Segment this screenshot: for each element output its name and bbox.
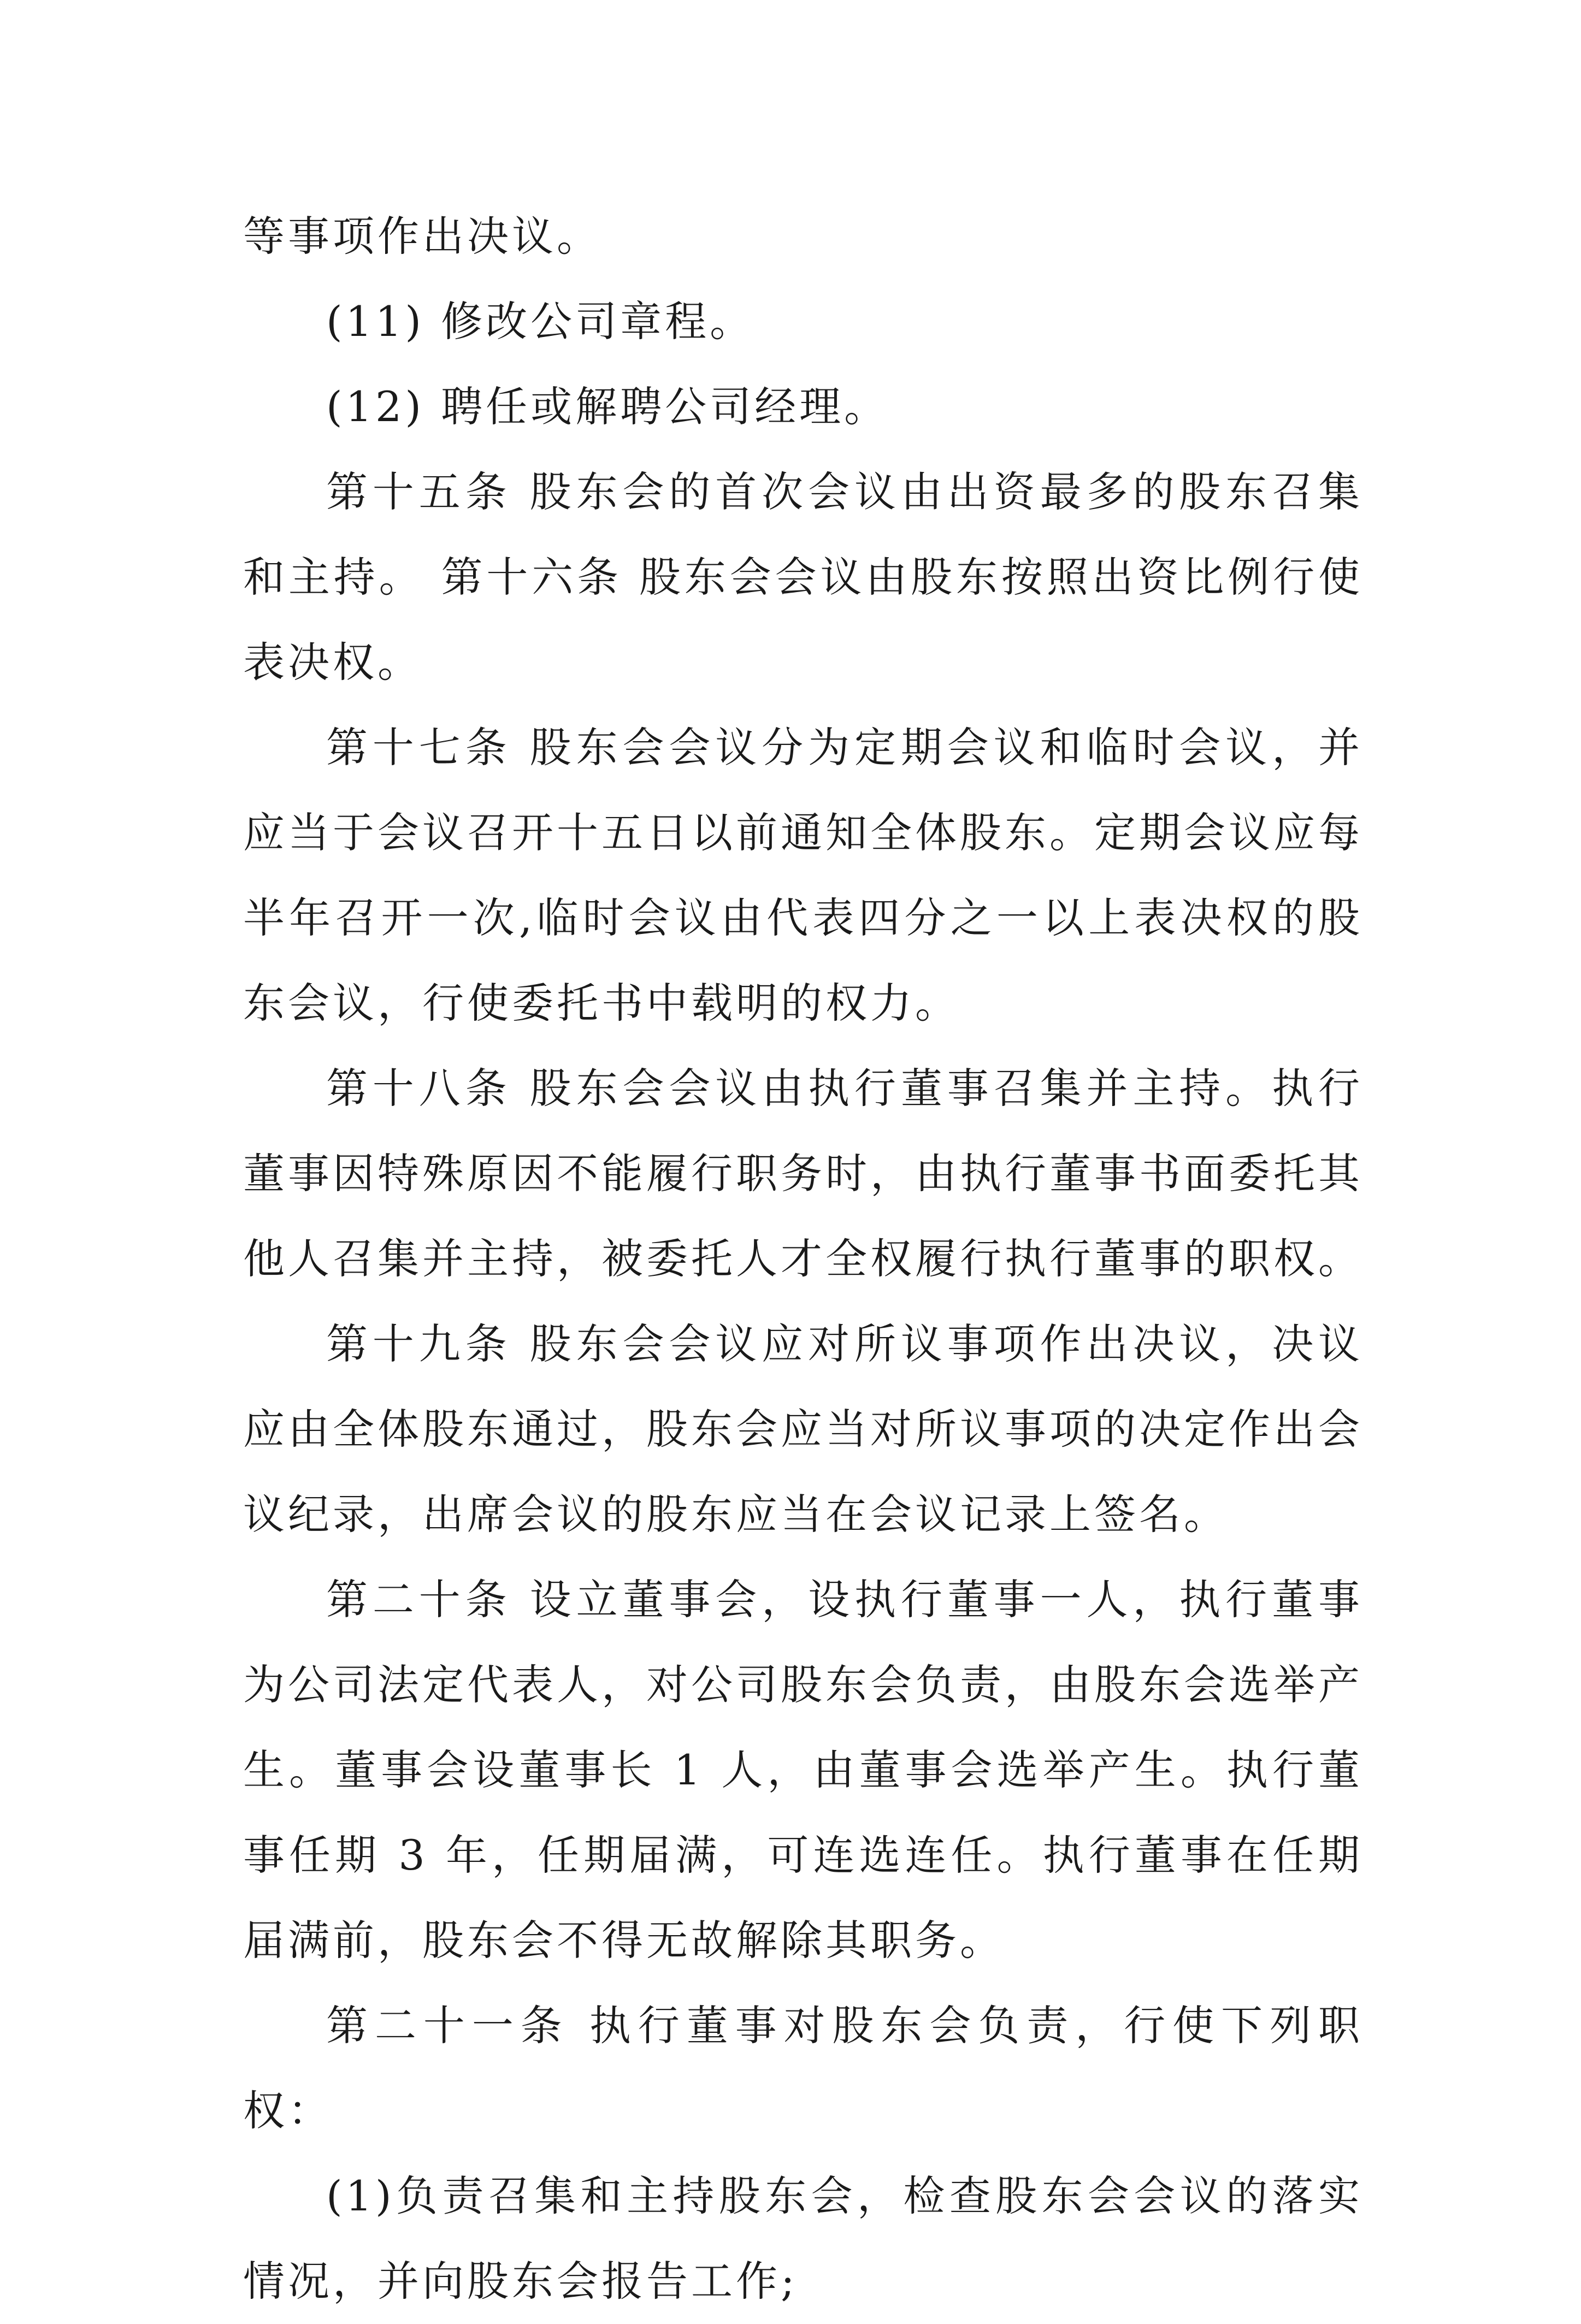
paragraph-continuation: 等事项作出决议。	[243, 212, 601, 261]
document-body	[243, 194, 1363, 2324]
paragraph-article-18: 第十八条 股东会会议由执行董事召集并主持。执行董事因特殊原因不能履行职务时，由执行董事书面委托其他人召集并主持，被委托人才全权履行执行董事的职权。	[243, 1064, 1363, 1283]
paragraph-article-19: 第十九条 股东会会议应对所议事项作出决议，决议应由全体股东通过，股东会应当对所议事项的决定作出会议纪录，出席会议的股东应当在会议记录上签名。	[243, 1320, 1363, 1539]
paragraph-article-20: 第二十条 设立董事会，设执行董事一人，执行董事为公司法定代表人，对公司股东会负责，由股东会选举产生。董事会设董事长 1 人，由董事会选举产生。执行董事任期 3 年，任期届满，可连选连任。执行董事在任期届满前，股东会不得无故解除其职务。	[243, 1575, 1363, 1965]
paragraph-item-12: (12) 聘任或解聘公司经理。	[326, 382, 889, 431]
paragraph-duty-1: (1)负责召集和主持股东会，检查股东会会议的落实情况，并向股东会报告工作;	[243, 2172, 1363, 2305]
paragraph-article-15-16: 第十五条 股东会的首次会议由出资最多的股东召集和主持。 第十六条 股东会会议由股东按照出资比例行使表决权。	[243, 468, 1363, 687]
paragraph-article-17: 第十七条 股东会会议分为定期会议和临时会议，并应当于会议召开十五日以前通知全体股东。定期会议应每半年召开一次,临时会议由代表四分之一以上表决权的股东会议，行使委托书中载明的权力。	[243, 723, 1363, 1027]
paragraph-item-11: (11) 修改公司章程。	[326, 297, 755, 346]
paragraph-article-21: 第二十一条 执行董事对股东会负责，行使下列职权：	[243, 2001, 1363, 2135]
